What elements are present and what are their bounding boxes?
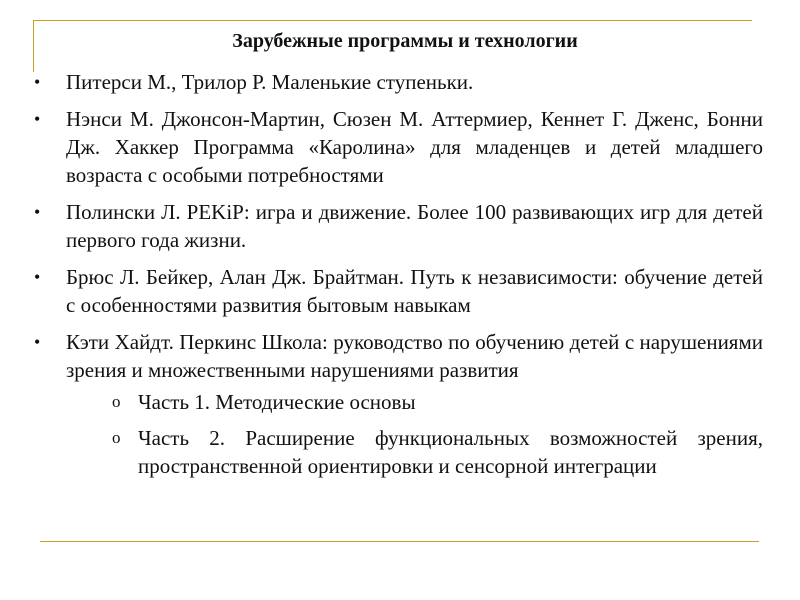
top-divider-line xyxy=(33,20,752,21)
list-item xyxy=(30,263,763,319)
bullet-icon: • xyxy=(34,109,41,129)
bullet-icon: • xyxy=(34,72,41,92)
slide-content xyxy=(30,68,763,489)
list-item-text: Брюс Л. Бейкер, Алан Дж. Брайтман. Путь к независимости: обучение детей с особенностями развития бытовым навыкам xyxy=(66,265,763,317)
list-item xyxy=(30,105,763,189)
bottom-divider-line xyxy=(40,541,759,542)
bullet-list xyxy=(30,68,763,480)
sub-list-item xyxy=(66,424,763,480)
list-item-text: Нэнси М. Джонсон-Мартин, Сюзен М. Аттермиер, Кеннет Г. Дженс, Бонни Дж. Хаккер Программа «Каролина» для младенцев и детей младшего возраста с особыми потребностями xyxy=(66,107,763,187)
circle-bullet-icon: o xyxy=(112,392,121,411)
circle-bullet-icon: o xyxy=(112,428,121,447)
list-item xyxy=(30,328,763,480)
list-item-text: Кэти Хайдт. Перкинс Школа: руководство по обучению детей с нарушениями зрения и множественными нарушениями развития xyxy=(66,330,763,382)
slide-title: Зарубежные программы и технологии xyxy=(232,30,578,52)
bullet-icon: • xyxy=(34,202,41,222)
list-item xyxy=(30,198,763,254)
bullet-icon: • xyxy=(34,267,41,287)
sub-list-item-text: Часть 1. Методические основы xyxy=(138,390,416,414)
list-item-text: Питерси М., Трилор Р. Маленькие ступеньки. xyxy=(66,70,474,94)
sub-list-item-text: Часть 2. Расширение функциональных возможностей зрения, пространственной ориентировки и сенсорной интеграции xyxy=(138,426,763,478)
list-item xyxy=(30,68,763,96)
bullet-icon: • xyxy=(34,332,41,352)
sub-bullet-list xyxy=(66,388,763,480)
list-item-text: Полински Л. PEKiP: игра и движение. Более 100 развивающих игр для детей первого года жизни. xyxy=(66,200,763,252)
sub-list-item xyxy=(66,388,763,416)
